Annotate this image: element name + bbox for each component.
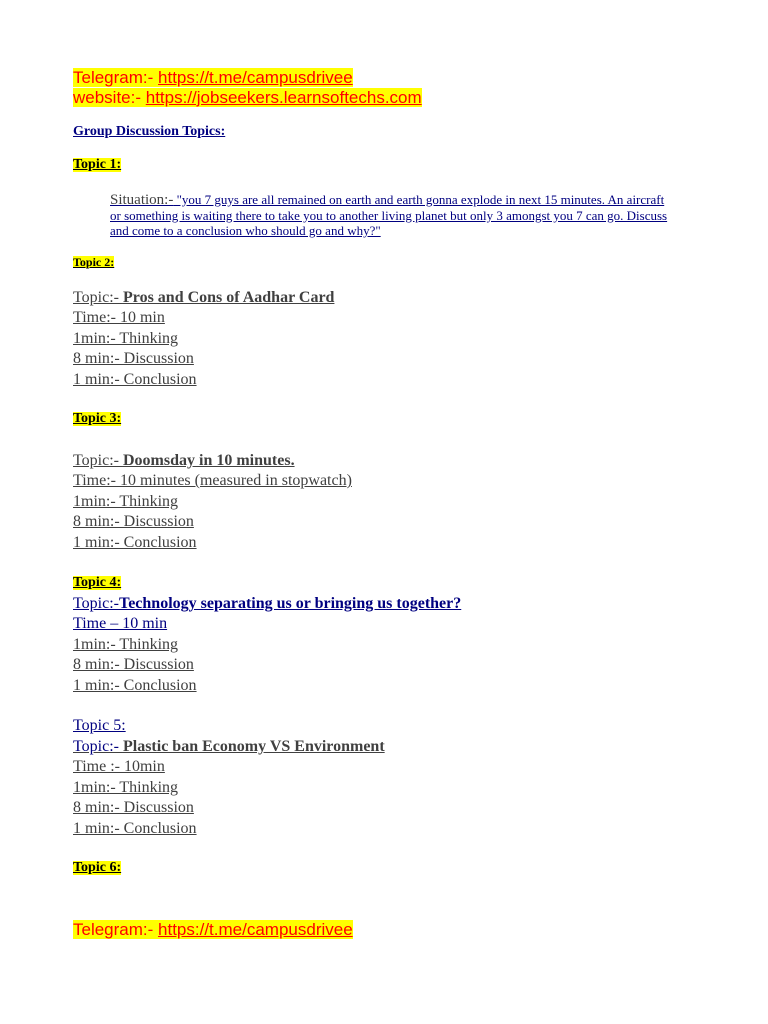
footer-telegram-line: [73, 921, 353, 938]
telegram-line: [73, 69, 353, 86]
topic5-discussion: 8 min:- Discussion: [73, 799, 194, 816]
footer-telegram-label: Telegram:-: [73, 920, 159, 939]
topic2-title: Pros and Cons of Aadhar Card: [122, 289, 335, 306]
topic4-label: Topic 4:: [73, 575, 122, 590]
topic2-topic: [73, 290, 334, 306]
topic3-discussion: 8 min:- Discussion: [73, 513, 194, 530]
topic4-thinking: 1min:- Thinking: [73, 636, 179, 653]
topic4-prefix: Topic:-: [73, 595, 119, 612]
topic2-discussion: 8 min:- Discussion: [73, 350, 194, 367]
topic3-topic: [73, 453, 295, 469]
topic4-title: Technology separating us or bringing us together?: [118, 595, 462, 612]
topic5-label: Topic 5:: [73, 717, 126, 734]
topic3-thinking: 1min:- Thinking: [73, 493, 179, 510]
topic2-conclusion: 1 min:- Conclusion: [73, 371, 197, 388]
situation-label: Situation:-: [110, 192, 174, 208]
situation-text: "you 7 guys are all remained on earth and earth gonna explode in next 15 minutes. An aircraft or something is waiting there to take you to another living planet but only 3 amongst you 7 can go. Discuss and come to a conclusion who should go and why?": [110, 192, 668, 238]
topic1-situation: [110, 192, 670, 238]
topic5-prefix: Topic:-: [73, 738, 123, 755]
topic5-conclusion: 1 min:- Conclusion: [73, 820, 197, 837]
topic3-time: Time:- 10 minutes (measured in stopwatch): [73, 472, 352, 489]
topic4-topic: [73, 596, 461, 612]
page-heading: Group Discussion Topics:: [73, 124, 226, 139]
topic3-label: Topic 3:: [73, 411, 122, 426]
topic5-title: Plastic ban Economy VS Environment: [122, 738, 385, 755]
topic4-time: Time – 10 min: [73, 615, 168, 632]
topic5-time: Time :- 10min: [73, 758, 165, 775]
telegram-link[interactable]: https://t.me/campusdrivee: [158, 68, 353, 87]
topic5-thinking: 1min:- Thinking: [73, 779, 179, 796]
topic4-discussion: 8 min:- Discussion: [73, 656, 194, 673]
topic2-prefix: Topic:-: [73, 289, 123, 306]
topic3-conclusion: 1 min:- Conclusion: [73, 534, 197, 551]
website-link[interactable]: https://jobseekers.learnsoftechs.com: [145, 88, 422, 107]
topic1-label: Topic 1:: [73, 157, 122, 172]
topic4-conclusion: 1 min:- Conclusion: [73, 677, 197, 694]
topic2-label: Topic 2:: [73, 255, 115, 269]
website-line: [73, 89, 422, 106]
website-label: website:-: [73, 88, 146, 107]
topic2-time: Time:- 10 min: [73, 309, 165, 326]
topic3-title: Doomsday in 10 minutes.: [122, 452, 295, 469]
telegram-label: Telegram:-: [73, 68, 159, 87]
footer-telegram-link[interactable]: https://t.me/campusdrivee: [158, 920, 353, 939]
topic6-label: Topic 6:: [73, 860, 122, 875]
topic2-thinking: 1min:- Thinking: [73, 330, 179, 347]
topic5-topic: [73, 739, 385, 755]
topic3-prefix: Topic:-: [73, 452, 123, 469]
